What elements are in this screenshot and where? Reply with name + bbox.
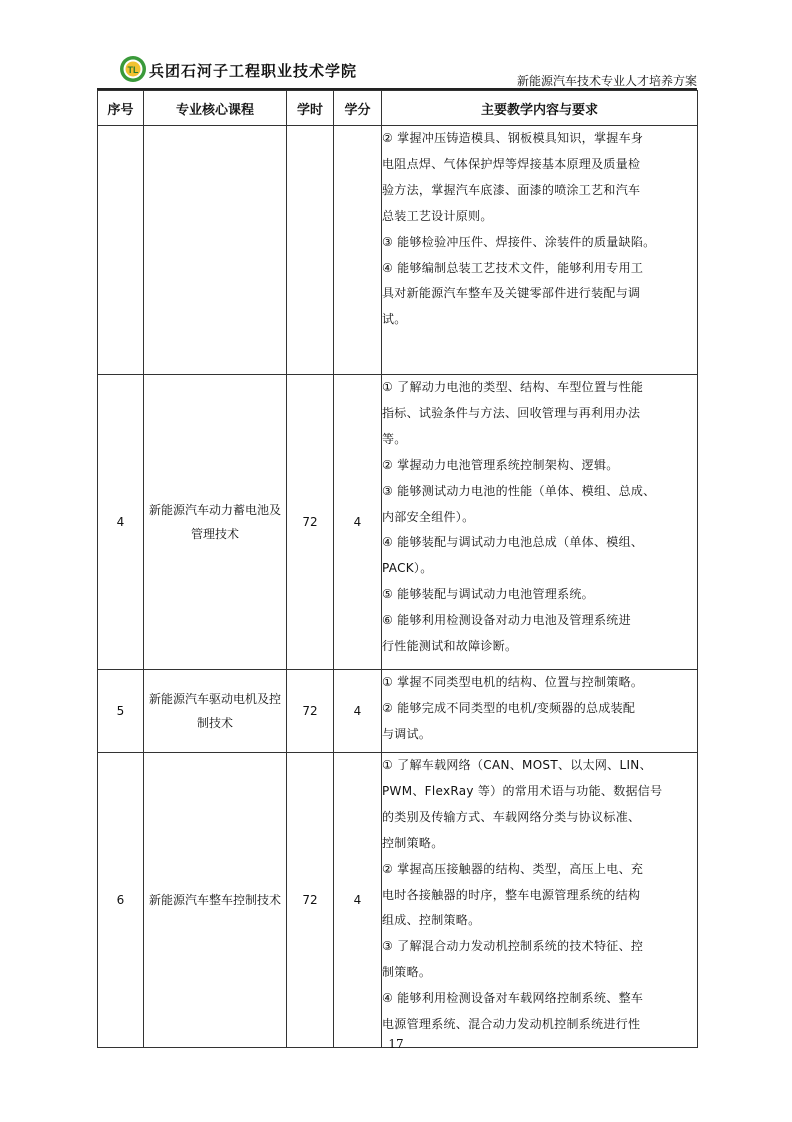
content-line: 等。 [382,431,407,446]
table-header-row [98,91,698,126]
content-line: 内部安全组件）。 [382,509,475,524]
row-credits: 4 [334,753,382,1048]
content-line: ① 了解车载网络（CAN、MOST、以太网、LIN、 [382,758,652,772]
school-name: 兵团石河子工程职业技术学院 [149,62,358,80]
content-line: ⑤ 能够装配与调试动力电池管理系统。 [382,587,594,602]
core-course-table [97,90,698,1048]
content-line: 控制策略。 [382,835,444,850]
table-row [98,126,698,375]
row-content [382,753,698,1048]
row-course: 新能源汽车整车控制技术 [144,753,287,1048]
content-line: PACK）。 [382,561,433,576]
content-line: ② 掌握冲压铸造模具、钢板模具知识，掌握车身 [382,131,644,145]
row-index: 5 [98,670,144,753]
content-line: ④ 能够装配与调试动力电池总成（单体、模组、 [382,535,644,550]
table-row [98,753,698,1048]
row-credits: 4 [334,670,382,753]
content-line: ④ 能够编制总装工艺技术文件，能够利用专用工 [382,260,644,275]
row-credits [334,126,382,375]
content-line: ④ 能够利用检测设备对车载网络控制系统、整车 [382,991,644,1006]
row-content [382,126,698,375]
row-hours: 72 [287,670,334,753]
table-row [98,375,698,670]
content-line: 组成、控制策略。 [382,913,481,928]
row-hours [287,126,334,375]
row-course [144,126,287,375]
school-logo-icon [119,55,147,83]
plan-title: 新能源汽车技术专业人才培养方案 [516,74,697,88]
content-line: ② 掌握高压接触器的结构、类型，高压上电、充 [382,861,644,876]
content-line: ③ 能够测试动力电池的性能（单体、模组、总成、 [382,483,656,498]
content-line: 总装工艺设计原则。 [382,208,493,223]
content-line: 电源管理系统、混合动力发动机控制系统进行性 [382,1017,641,1032]
content-line: ⑥ 能够利用检测设备对动力电池及管理系统进 [382,613,631,628]
table-row [98,670,698,753]
content-line: 行性能测试和故障诊断。 [382,639,518,654]
content-line: 试。 [382,312,407,327]
row-content [382,375,698,670]
col-credits-header: 学分 [334,91,382,126]
row-index: 6 [98,753,144,1048]
content-line: 具对新能源汽车整车及关键零部件进行装配与调 [382,286,641,301]
col-hours-header: 学时 [287,91,334,126]
content-line: ③ 了解混合动力发动机控制系统的技术特征、控 [382,939,644,954]
col-course-header: 专业核心课程 [144,91,287,126]
svg-text:TL: TL [127,65,139,75]
content-line: 与调试。 [382,726,432,741]
content-line: 电阻点焊、气体保护焊等焊接基本原理及质量检 [382,156,641,171]
page-number: 17 [388,1037,404,1051]
row-index: 4 [98,375,144,670]
content-line: PWM、FlexRay 等）的常用术语与功能、数据信号 [382,783,663,798]
row-course: 新能源汽车动力蓄电池及管理技术 [144,375,287,670]
content-line: 的类别及传输方式、车载网络分类与协议标准、 [382,809,641,824]
content-line: 制策略。 [382,965,432,980]
content-line: 指标、试验条件与方法、回收管理与再利用办法 [382,405,641,420]
row-hours: 72 [287,753,334,1048]
content-line: ③ 能够检验冲压件、焊接件、涂装件的质量缺陷。 [382,234,656,249]
content-line: 验方法，掌握汽车底漆、面漆的喷涂工艺和汽车 [382,182,641,197]
row-hours: 72 [287,375,334,670]
content-line: 电时各接触器的时序，整车电源管理系统的结构 [382,887,641,902]
content-line: ② 掌握动力电池管理系统控制架构、逻辑。 [382,457,619,472]
content-line: ② 能够完成不同类型的电机/变频器的总成装配 [382,700,636,715]
row-index [98,126,144,375]
content-line: ① 了解动力电池的类型、结构、车型位置与性能 [382,380,644,394]
col-index-header: 序号 [98,91,144,126]
row-content [382,670,698,753]
col-content-header: 主要教学内容与要求 [382,91,698,126]
content-line: ① 掌握不同类型电机的结构、位置与控制策略。 [382,675,644,689]
page-header [97,50,697,88]
row-credits: 4 [334,375,382,670]
row-course: 新能源汽车驱动电机及控制技术 [144,670,287,753]
